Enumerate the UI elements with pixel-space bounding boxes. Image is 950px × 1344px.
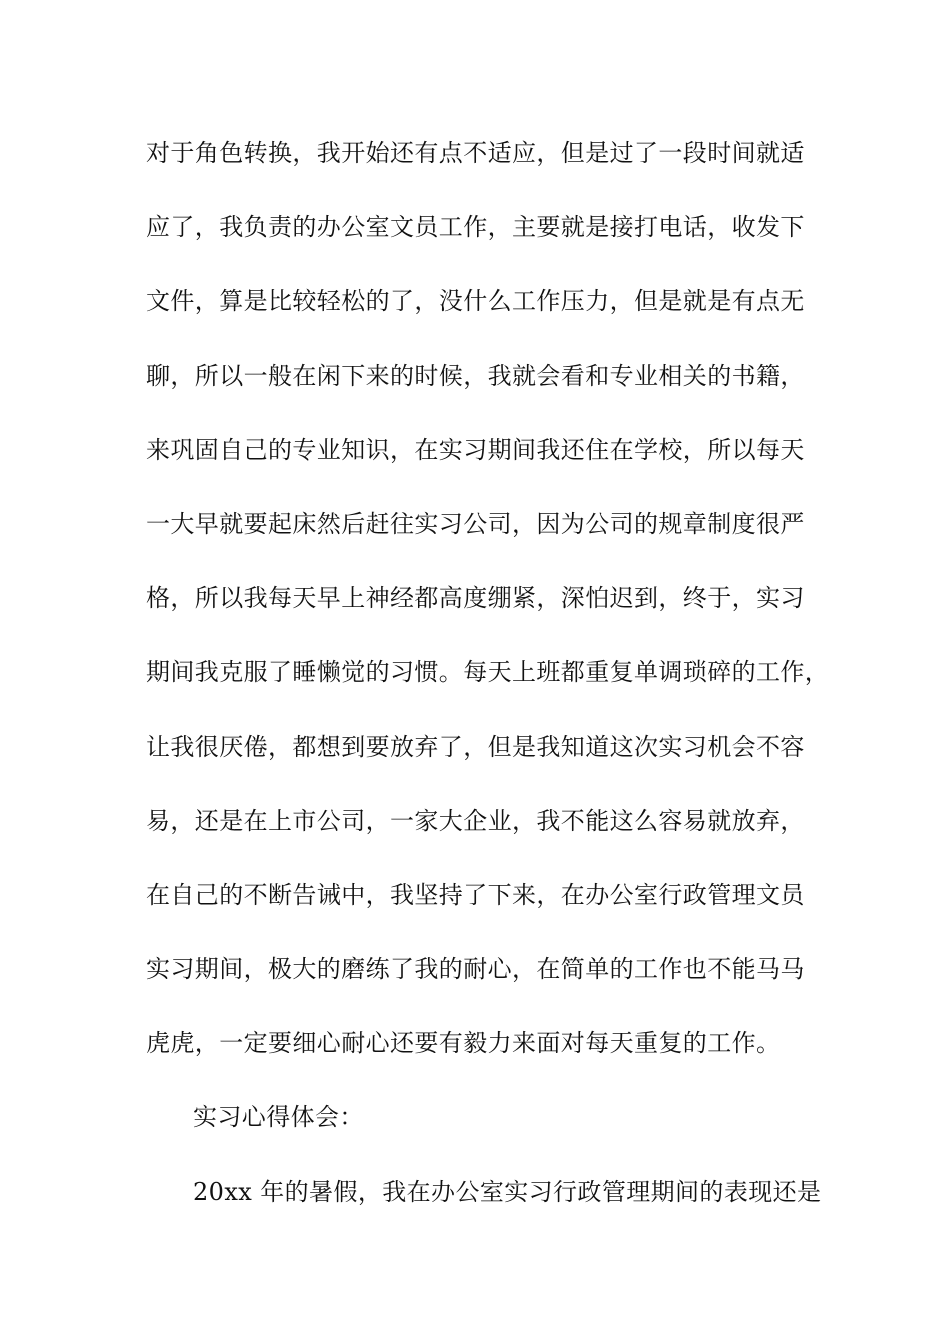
paragraph-line: 聊，所以一般在闲下来的时候，我就会看和专业相关的书籍， <box>146 361 805 390</box>
paragraph-line: 来巩固自己的专业知识，在实习期间我还住在学校，所以每天 <box>146 435 805 464</box>
section-heading: 实习心得体会： <box>193 1103 364 1132</box>
paragraph-line: 实习期间，极大的磨练了我的耐心，在简单的工作也不能马马 <box>146 955 805 984</box>
paragraph-line: 格，所以我每天早上神经都高度绷紧，深怕迟到，终于，实习 <box>146 584 805 613</box>
paragraph-line: 一大早就要起床然后赶往实习公司，因为公司的规章制度很严 <box>146 509 805 538</box>
paragraph-line: 让我很厌倦，都想到要放弃了，但是我知道这次实习机会不容 <box>146 732 805 761</box>
paragraph-line: 文件，算是比较轻松的了，没什么工作压力，但是就是有点无 <box>146 287 805 316</box>
paragraph-line: 虎虎，一定要细心耐心还要有毅力来面对每天重复的工作。 <box>146 1029 781 1058</box>
paragraph-line: 易，还是在上市公司，一家大企业，我不能这么容易就放弃， <box>146 806 805 835</box>
paragraph-line: 应了，我负责的办公室文员工作，主要就是接打电话，收发下 <box>146 213 805 242</box>
paragraph-line: 对于角色转换，我开始还有点不适应，但是过了一段时间就适 <box>146 139 805 167</box>
paragraph-line: 期间我克服了睡懒觉的习惯。每天上班都重复单调琐碎的工作， <box>146 658 830 687</box>
paragraph-line: 20xx 年的暑假，我在办公室实习行政管理期间的表现还是 <box>193 1177 822 1206</box>
paragraph-line: 在自己的不断告诫中，我坚持了下来，在办公室行政管理文员 <box>146 880 805 909</box>
body-text <box>146 131 830 1244</box>
